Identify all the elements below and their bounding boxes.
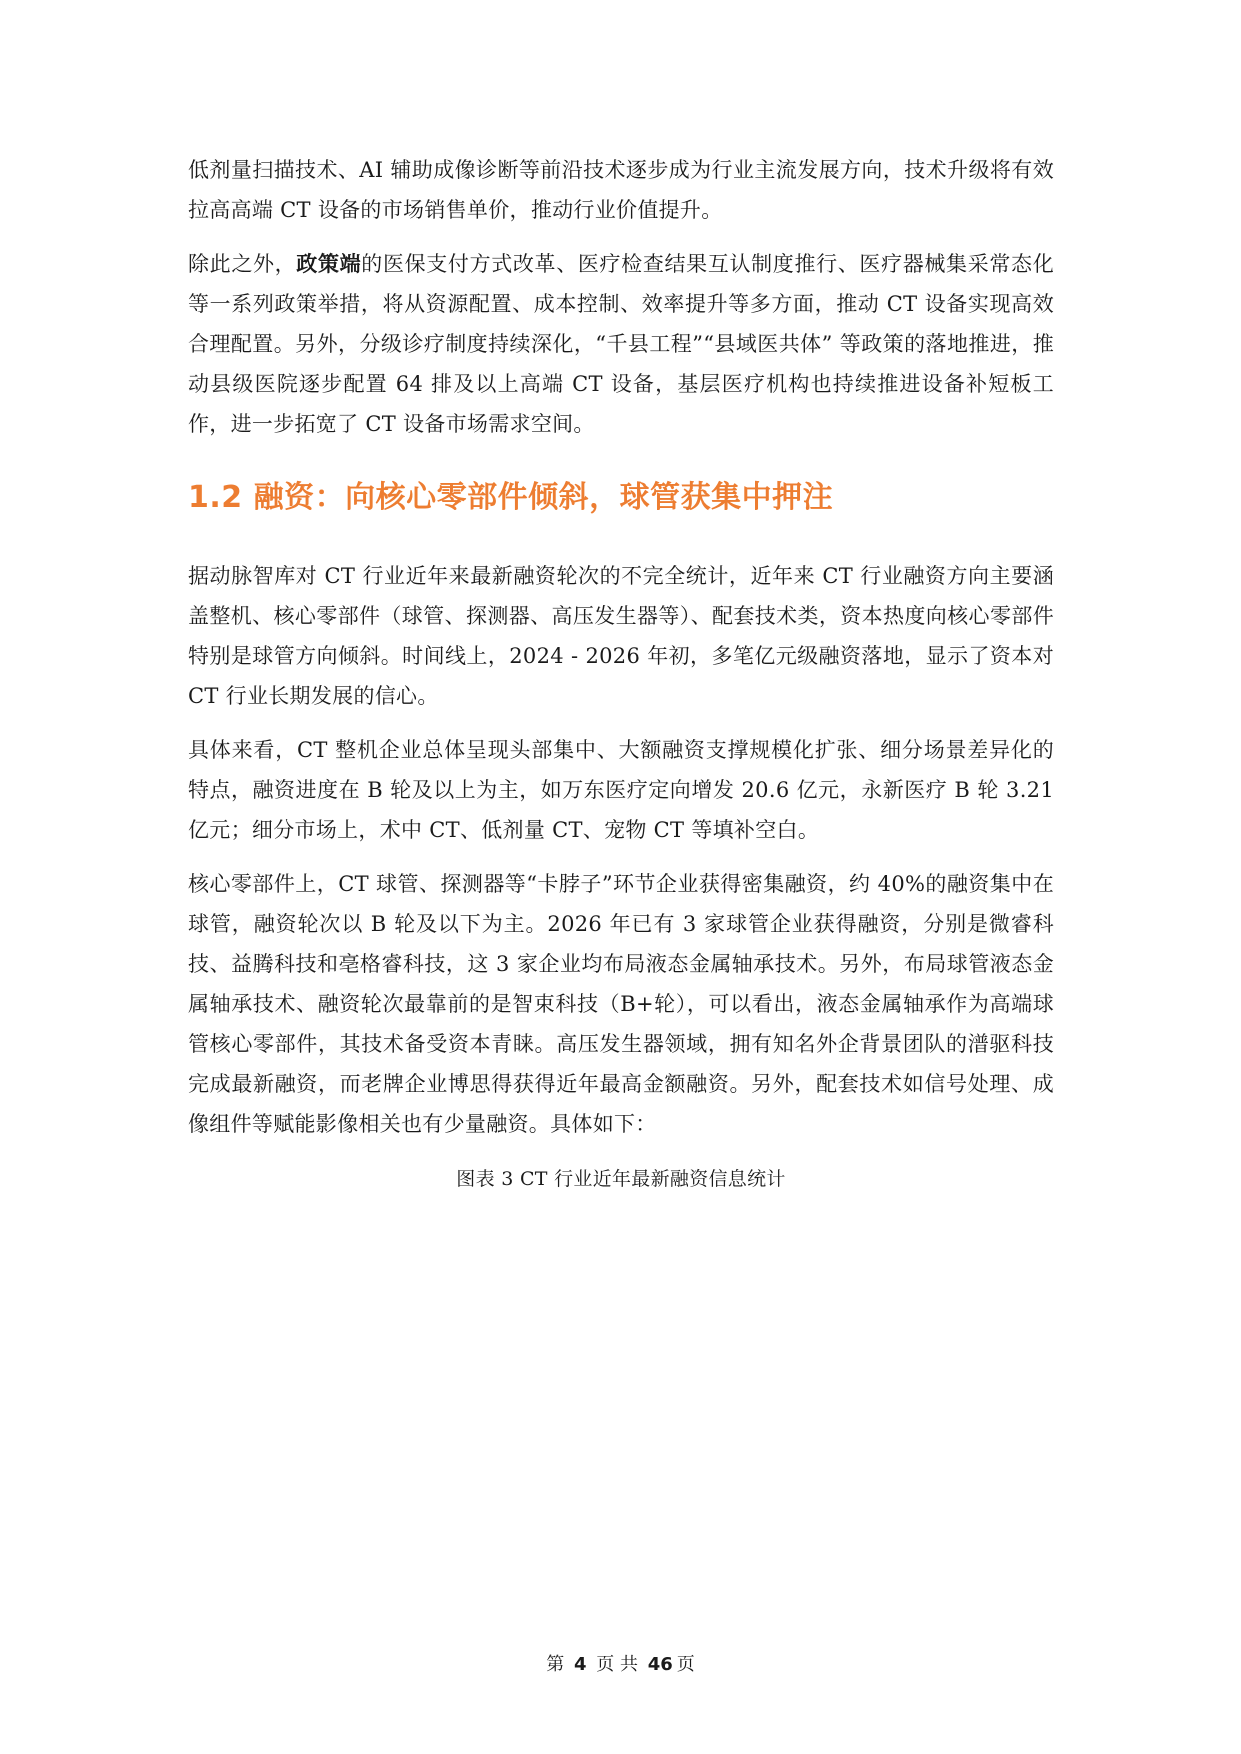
section-heading-financing: 1.2 融资：向核心零部件倾斜，球管获集中押注 [188,480,834,515]
paragraph-financing-overview: 据动脉智库对 CT 行业近年来最新融资轮次的不完全统计，近年来 CT 行业融资方向主要涵盖整机、核心零部件（球管、探测器、高压发生器等）、配套技术类，资本热度向核心零部件特别是球管方向倾斜。时间线上，2024 - 2026 年初，多笔亿元级融资落地，显示了资本对 CT 行业长期发展的信心。 [188,564,1054,708]
footer-suffix: 页 [676,1654,695,1675]
footer-middle: 页 共 [596,1654,638,1675]
footer-page-number: 4 [573,1654,587,1675]
document-body [188,150,1054,1191]
paragraph-policy [188,244,1054,444]
figure-caption: 图表 3 CT 行业近年最新融资信息统计 [456,1168,786,1190]
footer-prefix: 第 [546,1654,565,1675]
page-footer [0,1650,1241,1676]
footer-total-pages: 46 [647,1654,673,1675]
policy-rest: 的医保支付方式改革、医疗检查结果互认制度推行、医疗器械集采常态化等一系列政策举措，将从资源配置、成本控制、效率提升等多方面，推动 CT 设备实现高效合理配置。另外，分级诊疗制度持续深化，“千县工程”“县域医共体” 等政策的落地推进，推动县级医院逐步配置 64 排及以上高端 CT 设备，基层医疗机构也持续推进设备补短板工作，进一步拓宽了 CT 设备市场需求空间。 [188,252,1054,436]
paragraph-core-components: 核心零部件上，CT 球管、探测器等“卡脖子”环节企业获得密集融资，约 40%的融资集中在球管，融资轮次以 B 轮及以下为主。2026 年已有 3 家球管企业获得融资，分别是微睿科技、益腾科技和亳格睿科技，这 3 家企业均布局液态金属轴承技术。另外，布局球管液态金属轴承技术、融资轮次最靠前的是智束科技（B+轮），可以看出，液态金属轴承作为高端球管核心零部件，其技术备受资本青睐。高压发生器领域，拥有知名外企背景团队的潽驱科技完成最新融资，而老牌企业博思得获得近年最高金额融资。另外，配套技术如信号处理、成像组件等赋能影像相关也有少量融资。具体如下： [188,872,1054,1136]
policy-prefix: 除此之外， [188,252,297,276]
paragraph-whole-machine: 具体来看，CT 整机企业总体呈现头部集中、大额融资支撑规模化扩张、细分场景差异化的特点，融资进度在 B 轮及以上为主，如万东医疗定向增发 20.6 亿元，永新医疗 B 轮 3.21 亿元；细分市场上，术中 CT、低剂量 CT、宠物 CT 等填补空白。 [188,738,1054,842]
policy-bold-term: 政策端 [296,252,362,276]
paragraph-tech-upgrade: 低剂量扫描技术、AI 辅助成像诊断等前沿技术逐步成为行业主流发展方向，技术升级将有效拉高高端 CT 设备的市场销售单价，推动行业价值提升。 [188,158,1054,222]
